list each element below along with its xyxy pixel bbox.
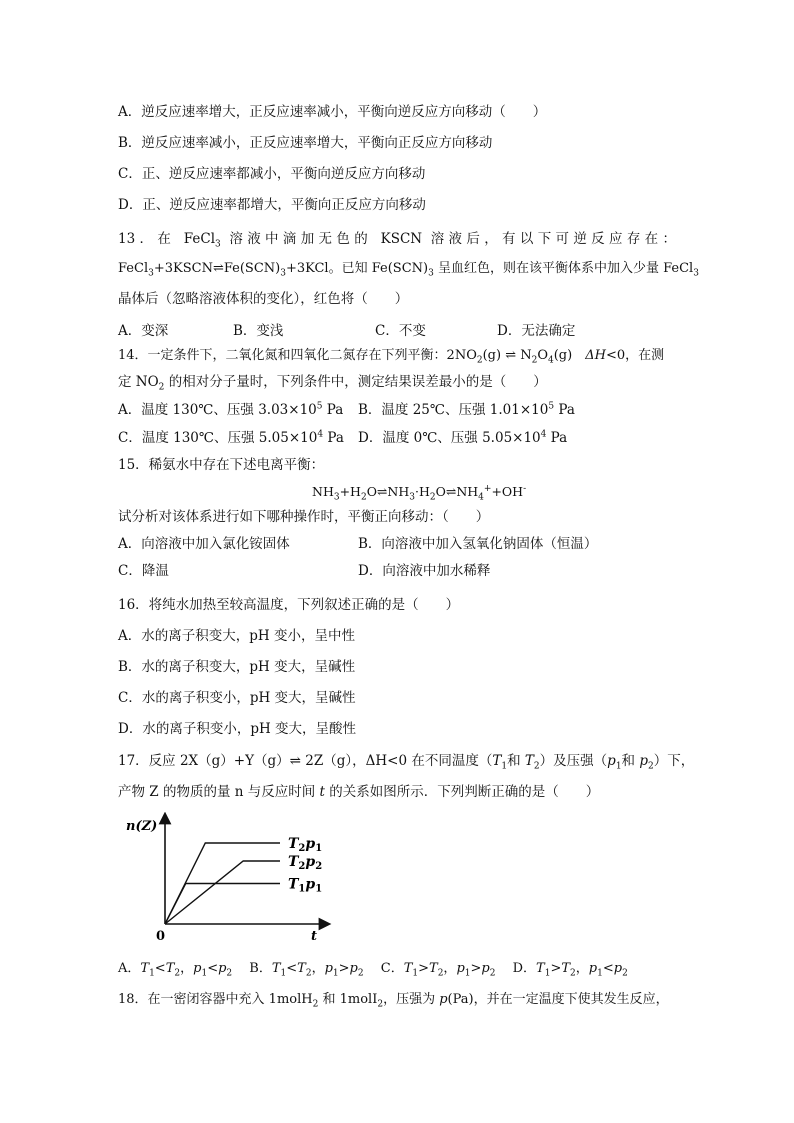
q12-option-d: D．正、逆反应速率都增大，平衡向正反应方向移动 [118,197,426,213]
q15-option-b: B．向溶液中加入氢氧化钠固体（恒温） [358,536,598,552]
q15-stem-line1: 15．稀氨水中存在下述电离平衡： [118,457,325,473]
q13-option-b: B．变浅 [233,323,284,339]
q14-stem-line2: 定 $NO_2$ 的相对分子量时，下列条件中，测定结果误差最小的是（ ） [118,374,547,393]
q13-option-a: A．变深 [118,323,169,339]
series-label-T2p1: $T_2p_1$ [288,836,323,854]
series-label-T2p2: $T_2p_2$ [288,854,323,872]
q14-option-c: C．温度 130℃、压强 $5.05\times 10^4$ Pa [118,429,344,446]
q15-option-d: D．向溶液中加水稀释 [358,563,491,579]
q16-option-a: A．水的离子积变大，pH 变小，呈中性 [118,628,355,644]
q15-option-a: A．向溶液中加入氯化铵固体 [118,536,290,552]
q13-stem-line2: $FeCl_3+3KSCN\rightleftharpoons Fe(SCN)_3+3KCl$。已知 $Fe(SCN)_3$ 呈血红色，则在该平衡体系中加入少量 FeCl$_3$ [118,261,699,279]
q17-options: A．$T_1<T_2$，$p_1<p_2$ B．$T_1<T_2$，$p_1>p_2$ C．$T_1>T_2$，$p_1>p_2$ D．$T_1>T_2$，$p_1<p_2$ [118,961,628,979]
series-line-T1p1 [165,884,280,925]
q15-equation: $NH_3+H_2O\rightleftharpoons NH_3\cdot H_2O\rightleftharpoons NH_4^++OH^-$ [312,483,527,503]
q14-option-a: A．温度 130℃、压强 $3.03\times 10^5$ Pa [118,401,344,418]
q12-option-a: A．逆反应速率增大，正反应速率减小，平衡向逆反应方向移动（ ） [118,104,547,120]
series-line-T2p2 [165,861,280,924]
q14-option-b: B．温度 25℃、压强 $1.01\times 10^5$ Pa [358,401,575,418]
q16-stem: 16．将纯水加热至较高温度，下列叙述正确的是（ ） [118,597,460,613]
q14-stem-line1: 14．一定条件下，二氧化氮和四氧化二氮存在下列平衡：$2NO_2(g)$ ⇌ $N_2O_4(g)$ ΔH<0，在测 [118,348,665,366]
q14-option-d: D．温度 0℃、压强 $5.05\times 10^4$ Pa [358,429,568,446]
q15-option-c: C．降温 [118,563,169,579]
y-axis-label: n(Z) [126,819,158,834]
q13-stem-line3: 晶体后（忽略溶液体积的变化），红色将（ ） [118,291,409,307]
q18-stem-line1: 18．在一密闭容器中充入 1molH$_2$ 和 1molI$_2$，压强为 p(Pa)，并在一定温度下使其发生反应， [118,992,669,1010]
q17-stem-line1: 17．反应 2X（g）+Y（g）⇌ 2Z（g），ΔH<0 在不同温度（$T_1$和 $T_2$）及压强（$p_1$和 $p_2$）下， [118,753,695,772]
q13-option-c: C．不变 [375,323,426,339]
q16-option-d: D．水的离子积变小，pH 变大，呈酸性 [118,721,357,737]
origin-label: 0 [156,929,166,944]
q16-option-b: B．水的离子积变大，pH 变大，呈碱性 [118,659,356,675]
q17-stem-line2: 产物 Z 的物质的量 n 与反应时间 t 的关系如图所示．下列判断正确的是（ ） [118,784,600,800]
q17-chart [120,812,340,952]
q13-stem-line1: 13．在 FeCl$_3$ 溶液中滴加无色的 KSCN 溶液后，有以下可逆反应存在： [118,231,676,250]
x-axis-label: t [311,929,318,944]
q16-option-c: C．水的离子积变小，pH 变大，呈碱性 [118,690,356,706]
q12-option-c: C．正、逆反应速率都减小，平衡向逆反应方向移动 [118,166,426,182]
series-label-T1p1: $T_1p_1$ [288,876,323,895]
q12-option-b: B．逆反应速率减小，正反应速率增大，平衡向正反应方向移动 [118,135,493,151]
q15-stem-line2: 试分析对该体系进行如下哪种操作时，平衡正向移动：（ ） [118,509,490,525]
q13-option-d: D．无法确定 [497,323,576,339]
